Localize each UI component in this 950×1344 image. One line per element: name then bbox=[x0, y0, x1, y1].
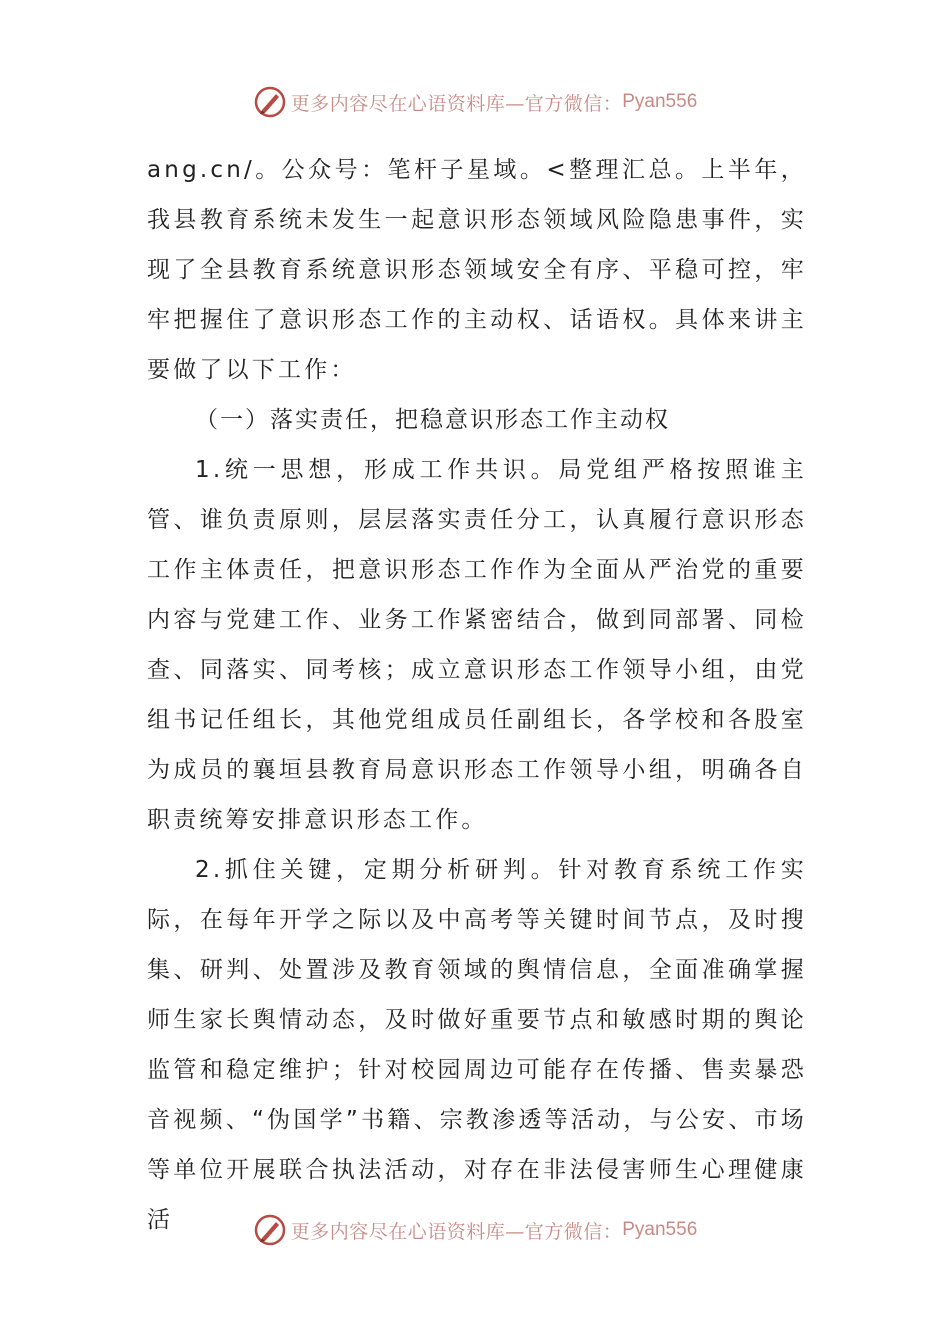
paragraph-item-1: 1.统一思想，形成工作共识。局党组严格按照谁主管、谁负责原则，层层落实责任分工，认真履行意识形态工作主体责任，把意识形态工作作为全面从严治党的重要内容与党建工作、业务工作紧密结合，做到同部署、同检查、同落实、同考核；成立意识形态工作领导小组，由党组书记任组长，其他党组成员任副组长，各学校和各股室为成员的襄垣县教育局意识形态工作领导小组，明确各自职责统筹安排意识形态工作。 bbox=[147, 457, 807, 833]
paragraph-intro: ang.cn/。公众号：笔杆子星域。<整理汇总。上半年，我县教育系统未发生一起意识形态领域风险隐患事件，实现了全县教育系统意识形态领域安全有序、平稳可控，牢牢把握住了意识形态工作的主动权、话语权。具体来讲主要做了以下工作： bbox=[147, 157, 807, 383]
banner-wechat-id: Pyan556 bbox=[622, 91, 698, 112]
section-heading: （一）落实责任，把稳意识形态工作主动权 bbox=[195, 407, 670, 433]
pen-logo-icon bbox=[253, 1213, 287, 1247]
banner-text: 更多内容尽在心语资料库—官方微信： bbox=[290, 92, 623, 115]
banner-text: 更多内容尽在心语资料库—官方微信： bbox=[290, 1220, 623, 1243]
banner-wechat-id: Pyan556 bbox=[622, 1219, 698, 1240]
paragraph-item-2: 2.抓住关键，定期分析研判。针对教育系统工作实际，在每年开学之际以及中高考等关键时间节点，及时搜集、研判、处置涉及教育领域的舆情信息，全面准确掌握师生家长舆情动态，及时做好重要节点和敏感时期的舆论监管和稳定维护；针对校园周边可能存在传播、售卖暴恐音视频、“伪国学”书籍、宗教渗透等活动，与公安、市场等单位开展联合执法活动，对存在非法侵害师生心理健康活 bbox=[147, 857, 807, 1233]
pen-logo-icon bbox=[253, 85, 287, 119]
document-body bbox=[147, 145, 807, 1245]
header-watermark-banner bbox=[0, 82, 950, 122]
footer-watermark-banner bbox=[0, 1210, 950, 1250]
